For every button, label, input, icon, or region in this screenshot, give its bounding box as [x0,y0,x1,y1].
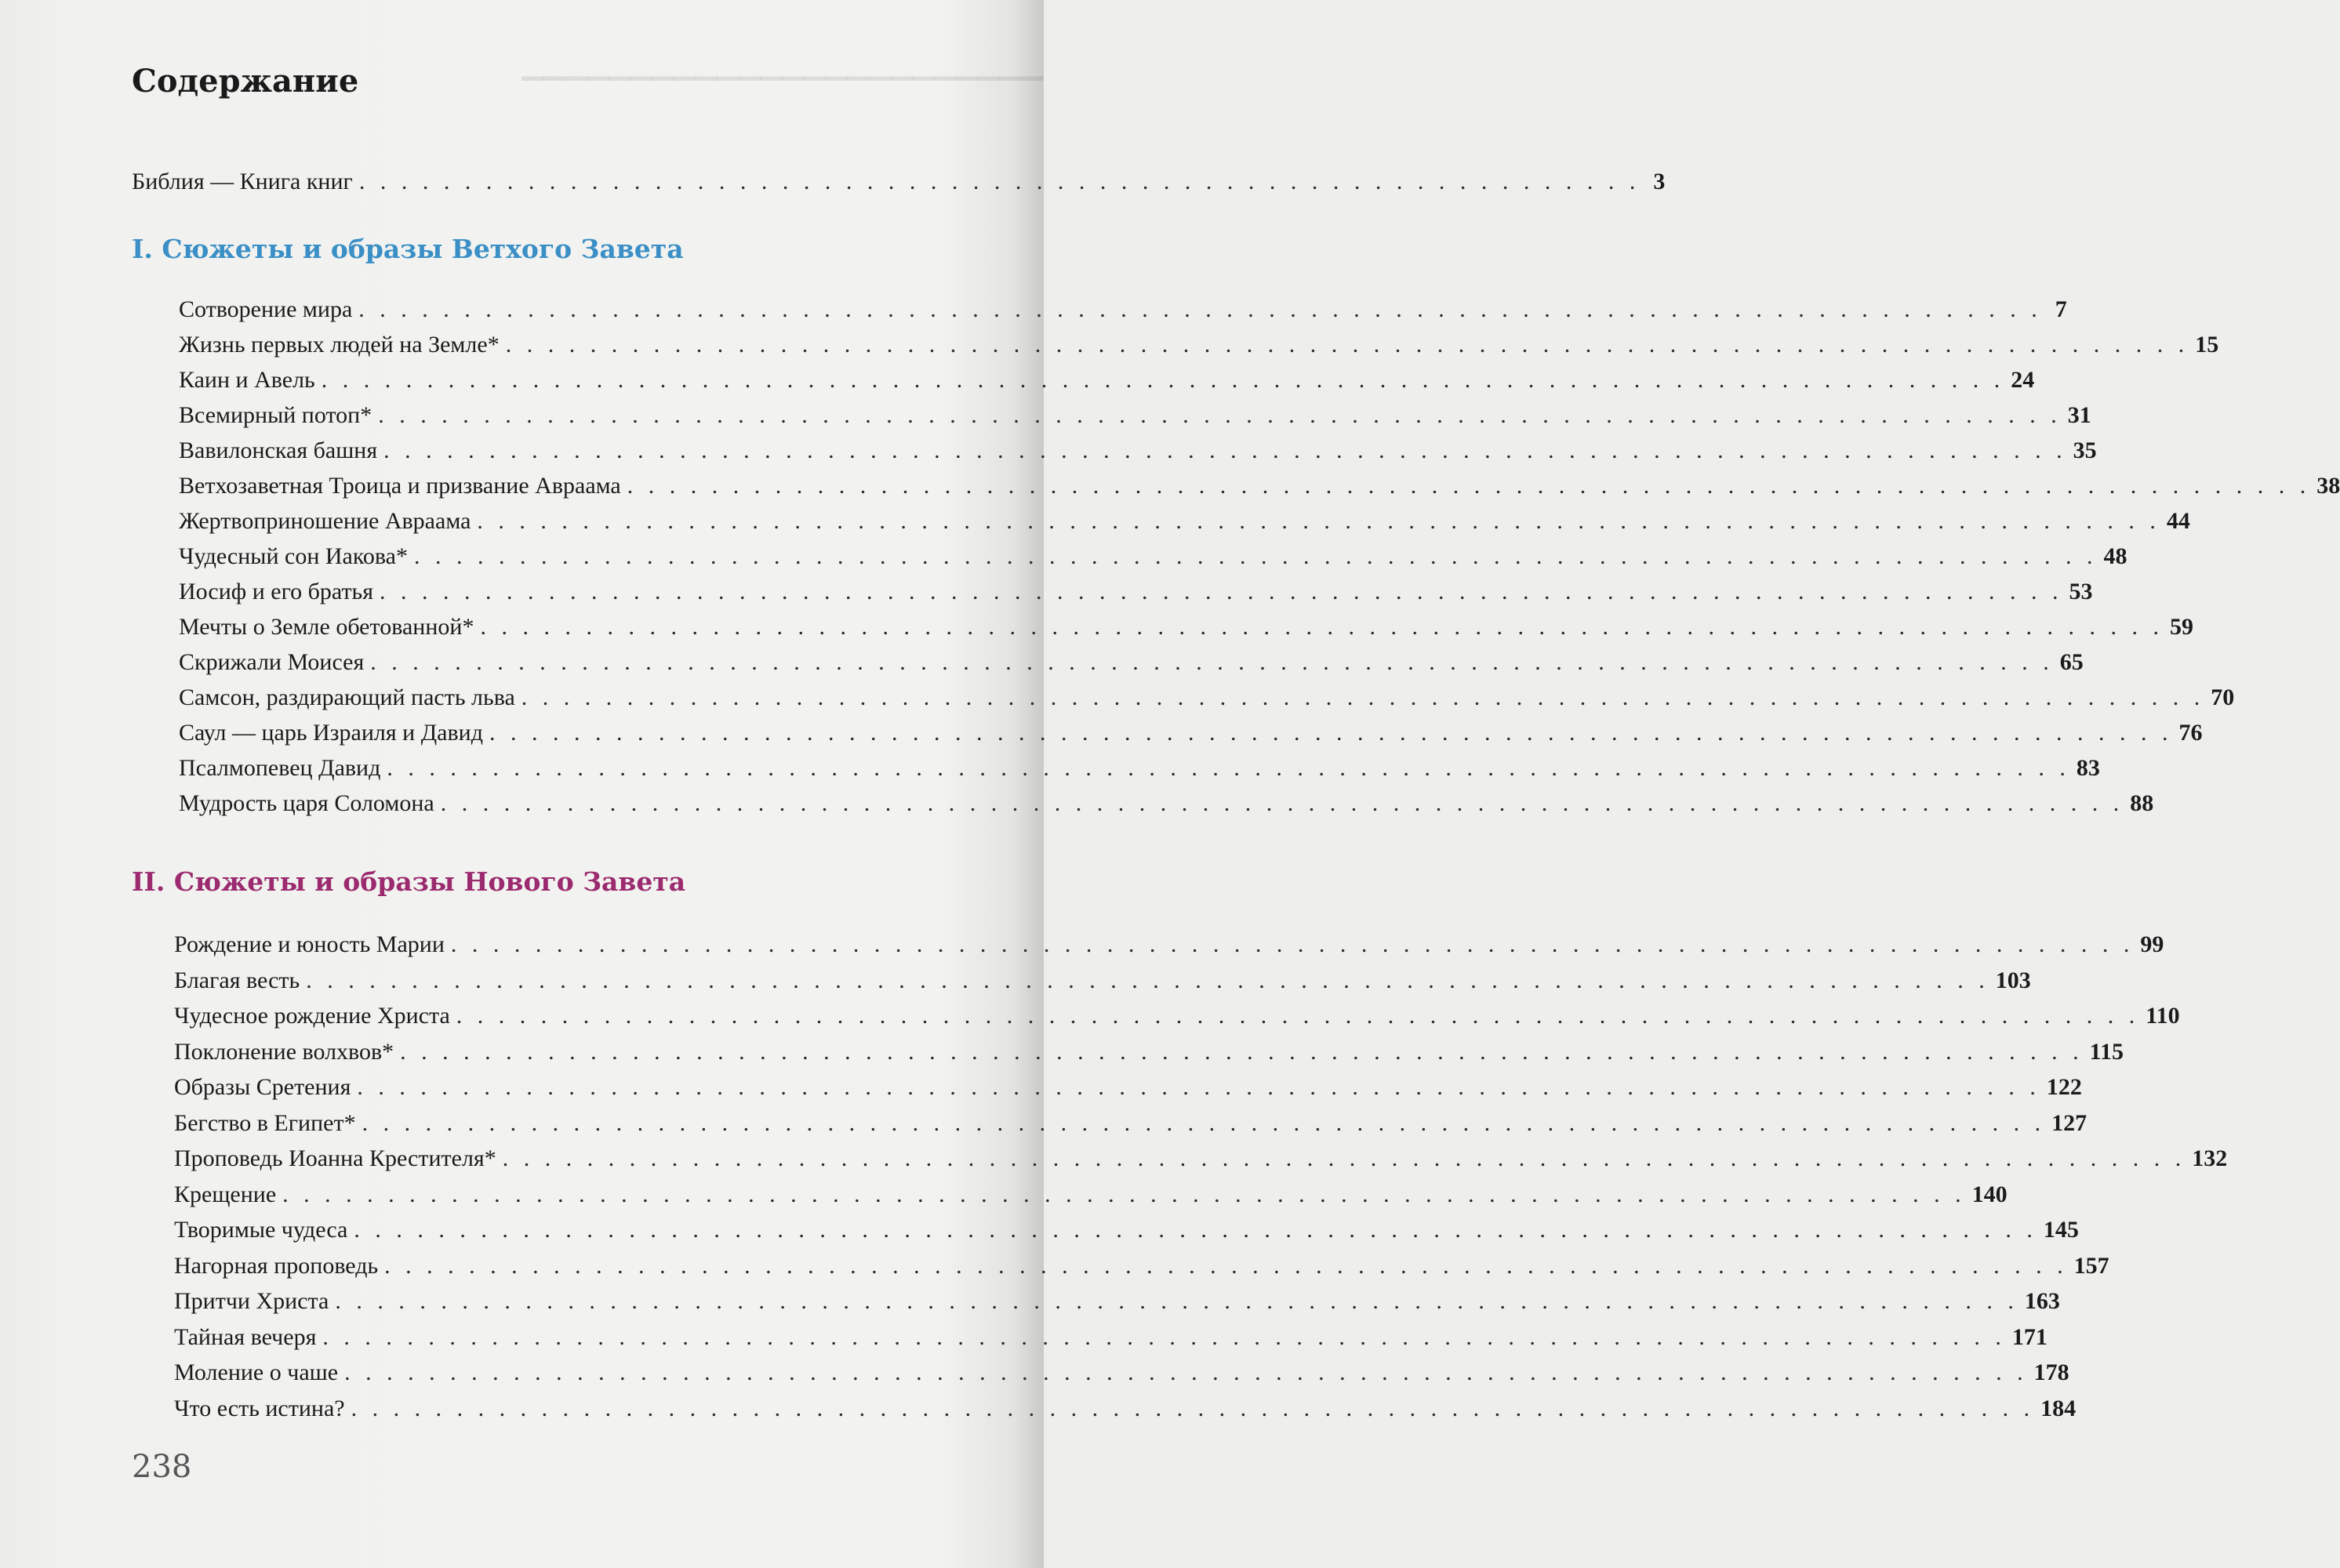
toc-entry-page: 3 [1653,169,1666,194]
leader-dots: . . . . . . . . . . . . . . . . . . . . . . . . . . . . . . . . . . . . . . . . . . . . . . . . . . . . . . . . . . . . . . . . . . . . . . . . . . . . . . . . [387,755,2070,781]
toc-entry[interactable] [174,1143,2228,1174]
toc-entry-page: 70 [2211,684,2235,710]
toc-entry-page: 178 [2033,1359,2069,1385]
toc-entry-page: 83 [2076,755,2100,781]
toc-entry-page: 157 [2073,1252,2109,1279]
toc-entry-page: 145 [2043,1217,2079,1243]
toc-entry[interactable] [179,647,2084,678]
toc-entry-title: Самсон, раздирающий пасть льва [179,684,515,710]
toc-entry[interactable] [174,1393,2077,1425]
leader-dots: . . . . . . . . . . . . . . . . . . . . . . . . . . . . . . . . . . . . . . . . . . . . . . . . . . . . . . . . . . . . . . . . . . . . . . . . . . . . . . . . [489,720,2173,746]
toc-entry-page: 53 [2069,579,2093,604]
toc-entry-title: Скрижали Моисея [179,649,365,675]
toc-entry[interactable] [179,400,2091,431]
toc-entry-page: 103 [1995,967,2031,993]
toc-entry-page: 99 [2140,931,2164,957]
toc-entry-title: Проповедь Иоанна Крестителя* [174,1145,496,1171]
toc-entry-title: Благая весть [174,967,300,993]
toc-entry[interactable] [179,365,2035,396]
toc-entry[interactable] [179,294,2067,325]
leader-dots: . . . . . . . . . . . . . . . . . . . . . . . . . . . . . . . . . . . . . . . . . . . . . . . . . . . . . . . . . . . . . . . . . . . . . . . . . . . . . . . . [480,614,2164,640]
toc-entry-title: Нагорная проповедь [174,1252,379,1279]
toc-entry[interactable] [174,1036,2124,1068]
toc-entry-page: 184 [2040,1395,2077,1421]
bleed-through-text: ▁▁▁▁▁▁▁▁▁▁▁▁▁▁▁▁▁▁▁▁▁▁▁▁ [521,49,1043,81]
toc-entry[interactable] [174,965,2031,996]
section-heading-new-testament: II. Сюжеты и образы Нового Завета [132,866,686,897]
leader-dots: . . . . . . . . . . . . . . . . . . . . . . . . . . . . . . . . . . . . . . . . . . . . . . . . . . . . . . . . . . . . . . . . . . . . . . . . . . . . . . . . [521,684,2205,710]
toc-entry[interactable] [179,435,2097,466]
toc-entry-title: Сотворение мира [179,296,353,322]
toc-entry[interactable] [179,753,2100,784]
toc-entry[interactable] [174,1108,2087,1139]
toc-entry-title: Чудесное рождение Христа [174,1003,450,1029]
leader-dots: . . . . . . . . . . . . . . . . . . . . . . . . . . . . . . . . . . . . . . . . . . . . . . . . . . . . . . . . . . . . . . . . . . . . . . . . . . . . . . . . [456,1003,2140,1029]
toc-entry-title: Притчи Христа [174,1288,329,1314]
toc-entry-page: 171 [2011,1323,2048,1350]
toc-entry-title: Рождение и юность Марии [174,931,445,957]
leader-dots: . . . . . . . . . . . . . . . . . . . . . . . . . . . . . . . . . . . . . . . . . . . . . . . . . . . . . . . . . . . . . . . . . . . . . . . . . . . . . . . . [357,1074,2040,1100]
leader-dots: . . . . . . . . . . . . . . . . . . . . . . . . . . . . . . . . . . . . . . . . . . . . . . . . . . . . . . . . . . . . . . . . . . . . . . . . . . . . . . . . [344,1359,2028,1385]
leader-dots: . . . . . . . . . . . . . . . . . . . . . . . . . . . . . . . . . . . . . . . . . . . . . . . . . . . . . . . . . . . . . . . . . . . . . . . . . . . . . . . . [477,508,2160,534]
toc-entry-page: 59 [2169,614,2193,640]
toc-entry[interactable] [174,929,2164,960]
toc-entry-page: 127 [2051,1109,2087,1136]
leader-dots: . . . . . . . . . . . . . . . . . . . . . . . . . . . . . . . . . . . . . . . . . . . . . . . . . . . . . . . . . . . . . . . . . . . . . . . . . . . . . . . . [321,367,2005,393]
toc-entry-page: 140 [1971,1181,2008,1207]
leader-dots: . . . . . . . . . . . . . . . . . . . . . . . . . . . . . . . . . . . . . . . . . . . . . . . . . . . . . . . . . . . . . . . . . . . . . . . . . . . . . . . . [505,332,2189,358]
leader-dots: . . . . . . . . . . . . . . . . . . . . . . . . . . . . . . . . . . . . . . . . . . . . . . . . . . . . . . . . . . . . . . . . . . . . . . . . . . . . . . . . [354,1217,2037,1243]
toc-entry-title: Моление о чаше [174,1359,339,1385]
toc-entry-intro[interactable] [132,166,1666,198]
toc-entry-title: Каин и Авель [179,367,315,393]
toc-entry-page: 110 [2146,1003,2180,1029]
leader-dots: . . . . . . . . . . . . . . . . . . . . . . . . . . . . . . . . . . . . . . . . . . . . . . . . . . . . . . . . . . . . . . . . . . . . . . . . . . . . . . . . [358,296,2042,322]
leader-dots: . . . . . . . . . . . . . . . . . . . . . . . . . . . . . . . . . . . . . . . . . . . . . . . . . . . . . . . . . . . . . . . . . . . . . . . . . . . . . . . . [380,579,2063,604]
toc-entry-page: 35 [2073,437,2097,463]
toc-entry[interactable] [174,1322,2048,1353]
leader-dots: . . . . . . . . . . . . . . . . . . . . . . . . . . . . . . . . . . . . . . . . . . . . . . . . . . . . . . . . . . . . . . . . . . . . . . . . . . . . . . . . [322,1323,2006,1350]
toc-entry-title: Ветхозаветная Троица и призвание Авраама [179,473,621,499]
leader-dots: . . . . . . . . . . . . . . . . . . . . . . . . . . . . . . . . . . . . . . . . . . . . . . . . . . . . . . . . . . . . . . . . . . . . . . . . . . . . . . . . [383,437,2067,463]
toc-entry-page: 7 [2055,296,2067,322]
toc-entry-title: Жертвоприношение Авраама [179,508,471,534]
toc-entry-page: 76 [2178,720,2203,746]
leader-dots: . . . . . . . . . . . . . . . . . . . . . . . . . . . . . . . . . . . . . . . . . . . . . . . . . . . . . . . . . . . . . . . . . . . . . . . . . . . . . . . . [627,473,2311,499]
toc-entry-title: Вавилонская башня [179,437,378,463]
toc-entry[interactable] [179,541,2127,572]
toc-entry-page: 88 [2130,790,2154,816]
leader-dots: . . . . . . . . . . . . . . . . . . . . . . . . . . . . . . . . . . . . . . . . . . . . . . . . . . . . . . . . . . . . . . . . . . . . . . . . . . . . . . . . [370,649,2054,675]
leader-dots: . . . . . . . . . . . . . . . . . . . . . . . . . . . . . . . . . . . . . . . . . . . . . . . . . . . . . . . . . . . . . . . . . . . . . . . . . . . . . . . . [351,1395,2035,1421]
toc-entry-page: 115 [2089,1038,2124,1065]
toc-entry-title: Что есть истина? [174,1395,345,1421]
toc-entry-page: 24 [2011,367,2035,393]
toc-entry-title: Саул — царь Израиля и Давид [179,720,483,746]
toc-entry[interactable] [174,1250,2109,1282]
toc-entry-title: Чудесный сон Иакова* [179,543,409,569]
toc-entry-title: Иосиф и его братья [179,579,374,604]
toc-entry[interactable] [179,682,2235,713]
toc-entry-page: 15 [2195,332,2219,358]
toc-entry-title: Жизнь первых людей на Земле* [179,332,500,358]
toc-entry[interactable] [174,1214,2079,1246]
page-number: 238 [132,1449,192,1485]
toc-entry[interactable] [179,576,2093,608]
toc-entry-title: Всемирный потоп* [179,402,372,428]
toc-entry-page: 65 [2059,649,2084,675]
toc-entry-title: Мудрость царя Соломона [179,790,434,816]
toc-entry[interactable] [179,506,2190,537]
toc-entry[interactable] [179,717,2203,749]
leader-dots: . . . . . . . . . . . . . . . . . . . . . . . . . . . . . . . . . . . . . . . . . . . . . . . . . . . . . . . . . . . . . . . . . . . . . . . . . . . . . . . . [440,790,2124,816]
toc-entry[interactable] [174,1072,2082,1103]
leader-dots: . . . . . . . . . . . . . . . . . . . . . . . . . . . . . . . . . . . . . . . . . . . . . . . . . . . . . . . . . . . . . [358,169,1641,194]
toc-entry[interactable] [174,1357,2069,1388]
toc-entry-title: Бегство в Египет* [174,1109,356,1136]
leader-dots: . . . . . . . . . . . . . . . . . . . . . . . . . . . . . . . . . . . . . . . . . . . . . . . . . . . . . . . . . . . . . . . . . . . . . . . . . . . . . . . . [378,402,2062,428]
toc-entry-page: 31 [2067,402,2091,428]
toc-entry[interactable] [174,1286,2060,1317]
toc-entry[interactable] [179,329,2219,361]
leader-dots: . . . . . . . . . . . . . . . . . . . . . . . . . . . . . . . . . . . . . . . . . . . . . . . . . . . . . . . . . . . . . . . . . . . . . . . . . . . . . . . . [400,1038,2084,1065]
section-heading-old-testament: I. Сюжеты и образы Ветхого Завета [132,234,684,264]
toc-entry-title: Поклонение волхвов* [174,1038,394,1065]
toc-entry[interactable] [174,1179,2008,1210]
toc-entry-title: Творимые чудеса [174,1217,348,1243]
toc-entry-page: 48 [2103,543,2127,569]
toc-entry-title: Псалмопевец Давид [179,755,381,781]
toc-entry-page: 122 [2046,1074,2082,1100]
toc-entry[interactable] [179,470,2340,502]
toc-entry[interactable] [179,612,2193,643]
leader-dots: . . . . . . . . . . . . . . . . . . . . . . . . . . . . . . . . . . . . . . . . . . . . . . . . . . . . . . . . . . . . . . . . . . . . . . . . . . . . . . . . [335,1288,2018,1314]
toc-entry-title: Образы Сретения [174,1074,351,1100]
leader-dots: . . . . . . . . . . . . . . . . . . . . . . . . . . . . . . . . . . . . . . . . . . . . . . . . . . . . . . . . . . . . . . . . . . . . . . . . . . . . . . . . [384,1252,2068,1279]
leader-dots: . . . . . . . . . . . . . . . . . . . . . . . . . . . . . . . . . . . . . . . . . . . . . . . . . . . . . . . . . . . . . . . . . . . . . . . . . . . . . . . . [362,1109,2046,1136]
toc-entry-page: 132 [2192,1145,2228,1171]
toc-entry-page: 38 [2316,473,2340,499]
leader-dots: . . . . . . . . . . . . . . . . . . . . . . . . . . . . . . . . . . . . . . . . . . . . . . . . . . . . . . . . . . . . . . . . . . . . . . . . . . . . . . . . [450,931,2135,957]
leader-dots: . . . . . . . . . . . . . . . . . . . . . . . . . . . . . . . . . . . . . . . . . . . . . . . . . . . . . . . . . . . . . . . . . . . . . . . . . . . . . . . . [306,967,1989,993]
leader-dots: . . . . . . . . . . . . . . . . . . . . . . . . . . . . . . . . . . . . . . . . . . . . . . . . . . . . . . . . . . . . . . . . . . . . . . . . . . . . . . . . [502,1145,2186,1171]
toc-entry-title: Крещение [174,1181,277,1207]
toc-entry-title: Мечты о Земле обетованной* [179,614,474,640]
toc-entry-page: 44 [2166,508,2190,534]
toc-entry-title: Библия — Книга книг [132,169,353,194]
leader-dots: . . . . . . . . . . . . . . . . . . . . . . . . . . . . . . . . . . . . . . . . . . . . . . . . . . . . . . . . . . . . . . . . . . . . . . . . . . . . . . . . [414,543,2098,569]
contents-heading: Содержание [132,63,359,100]
toc-entry[interactable] [179,788,2154,819]
toc-entry-page: 163 [2024,1288,2060,1314]
toc-entry[interactable] [174,1000,2180,1032]
leader-dots: . . . . . . . . . . . . . . . . . . . . . . . . . . . . . . . . . . . . . . . . . . . . . . . . . . . . . . . . . . . . . . . . . . . . . . . . . . . . . . . . [282,1181,1966,1207]
toc-entry-title: Тайная вечеря [174,1323,317,1350]
